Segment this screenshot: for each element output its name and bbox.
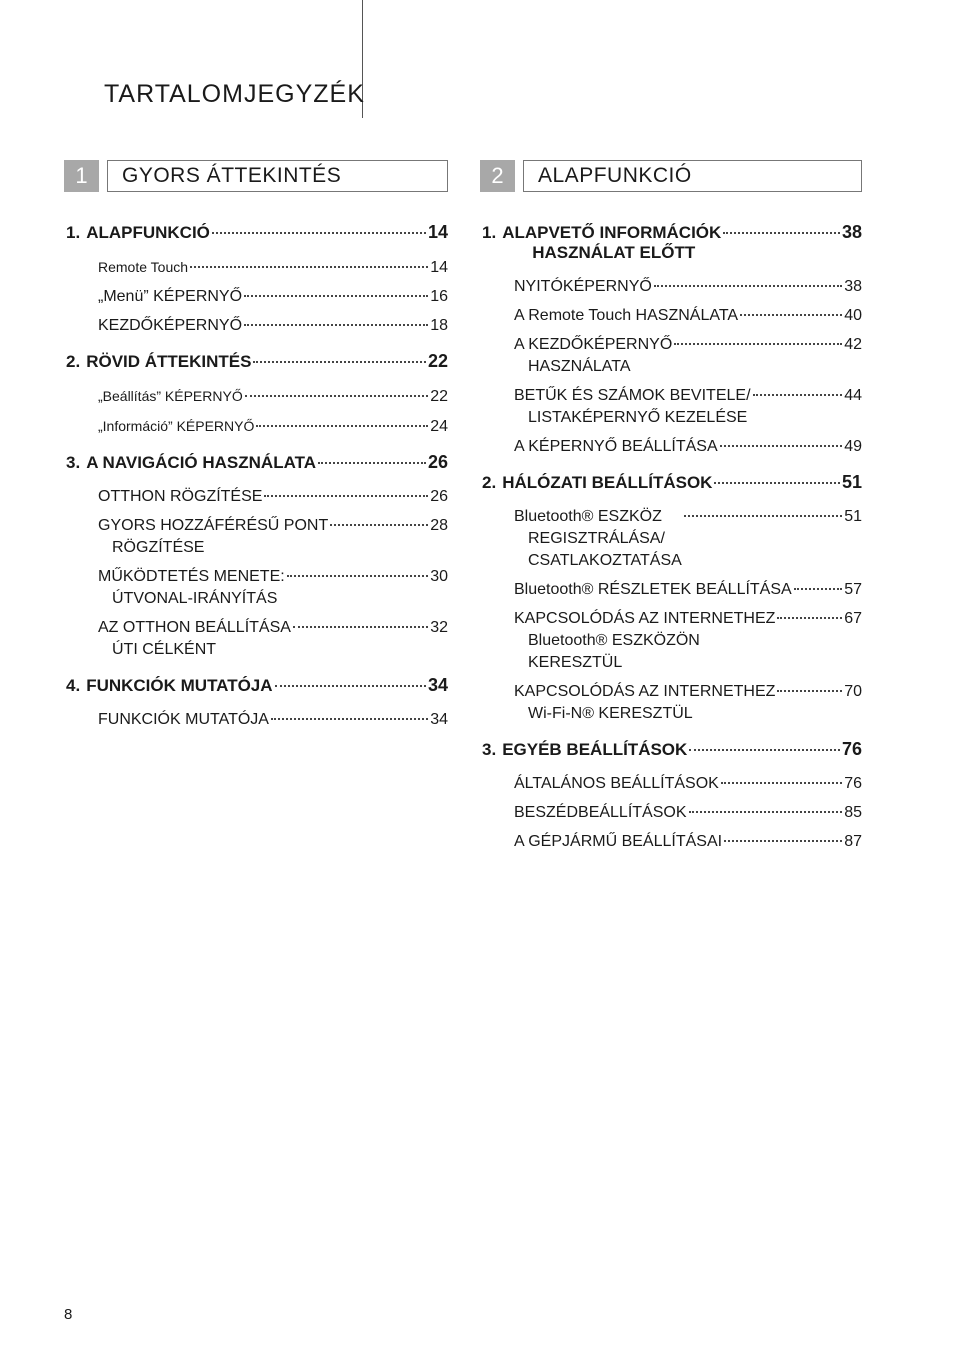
topic-entry[interactable] <box>480 334 862 378</box>
topic-title: ÁLTALÁNOS BEÁLLÍTÁSOK <box>514 775 719 792</box>
topic-list <box>480 276 862 458</box>
topic-list <box>480 773 862 853</box>
dot-leader <box>287 575 429 577</box>
section-column-1 <box>64 160 448 745</box>
topic-page: 67 <box>844 610 862 627</box>
topic-page: 34 <box>430 711 448 728</box>
chapter-page: 14 <box>427 222 448 242</box>
topic-entry[interactable] <box>64 385 448 408</box>
chapter-entry[interactable] <box>64 222 448 243</box>
dot-leader <box>794 588 843 590</box>
topic-page: 49 <box>844 438 862 455</box>
topic-title: FUNKCIÓK MUTATÓJA <box>98 711 269 728</box>
topic-title: „Információ” KÉPERNYŐ <box>98 418 255 434</box>
topic-entry[interactable] <box>64 709 448 731</box>
topic-entry[interactable] <box>64 566 448 610</box>
topic-entry[interactable] <box>480 681 862 725</box>
topic-entry[interactable] <box>64 315 448 337</box>
chapter-entry[interactable] <box>64 675 448 696</box>
topic-entry[interactable] <box>480 385 862 429</box>
topic-title: „Beállítás” KÉPERNYŐ <box>98 388 243 404</box>
section-number: 2 <box>480 160 515 192</box>
dot-leader <box>256 425 428 427</box>
section-number: 1 <box>64 160 99 192</box>
topic-title: BESZÉDBEÁLLÍTÁSOK <box>514 804 687 821</box>
topic-title: A Remote Touch HASZNÁLATA <box>514 307 739 324</box>
chapter-entry[interactable] <box>64 351 448 372</box>
toc-chapter <box>64 675 448 731</box>
topic-entry[interactable] <box>480 276 862 298</box>
topic-page: 38 <box>844 278 862 295</box>
topic-page: 57 <box>844 581 862 598</box>
topic-title: NYITÓKÉPERNYŐ <box>514 278 652 295</box>
topic-page: 44 <box>844 387 862 404</box>
chapter-number: 2. <box>482 473 497 492</box>
topic-entry[interactable] <box>480 506 862 572</box>
topic-page: 40 <box>844 307 862 324</box>
dot-leader <box>724 840 842 842</box>
chapter-entry[interactable] <box>64 452 448 473</box>
section-header <box>64 160 448 192</box>
topic-page: 22 <box>430 388 448 405</box>
topic-page: 51 <box>844 508 862 525</box>
topic-title: Remote Touch <box>98 259 189 275</box>
topic-page: 14 <box>430 259 448 276</box>
topic-page: 24 <box>430 418 448 435</box>
topic-title: „Menü” KÉPERNYŐ <box>98 288 243 305</box>
chapter-title: A NAVIGÁCIÓ HASZNÁLATA <box>86 453 316 472</box>
toc-chapter <box>480 222 862 458</box>
dot-leader <box>330 524 428 526</box>
topic-list <box>64 256 448 337</box>
section-title: GYORS ÁTTEKINTÉS <box>107 160 448 192</box>
dot-leader <box>684 515 842 517</box>
topic-entry[interactable] <box>480 305 862 327</box>
topic-entry[interactable] <box>480 608 862 674</box>
topic-page: 76 <box>844 775 862 792</box>
dot-leader <box>293 626 428 628</box>
toc-chapter <box>64 452 448 661</box>
dot-leader <box>244 295 428 297</box>
toc-chapter <box>480 739 862 853</box>
topic-list <box>64 486 448 661</box>
topic-title: KEZDŐKÉPERNYŐ <box>98 317 243 334</box>
page-title: TARTALOMJEGYZÉK <box>104 80 365 108</box>
dot-leader <box>723 232 840 234</box>
topic-title: Bluetooth® ESZKÖZ REGISZTRÁLÁSA/ CSATLAKOZTATÁSA <box>514 508 682 569</box>
chapter-title: ALAPFUNKCIÓ <box>86 223 210 242</box>
topic-title: KAPCSOLÓDÁS AZ INTERNETHEZ Bluetooth® ESZKÖZÖN KERESZTÜL <box>514 610 776 671</box>
dot-leader <box>244 324 428 326</box>
dot-leader <box>720 445 843 447</box>
topic-entry[interactable] <box>64 256 448 279</box>
section-title: ALAPFUNKCIÓ <box>523 160 862 192</box>
chapter-number: 1. <box>66 223 81 242</box>
toc-chapter <box>64 351 448 438</box>
topic-title: A GÉPJÁRMŰ BEÁLLÍTÁSAI <box>514 833 723 850</box>
topic-page: 85 <box>844 804 862 821</box>
topic-list <box>64 385 448 438</box>
dot-leader <box>689 811 843 813</box>
topic-entry[interactable] <box>480 773 862 795</box>
dot-leader <box>689 749 840 751</box>
dot-leader <box>721 782 842 784</box>
topic-page: 87 <box>844 833 862 850</box>
dot-leader <box>714 482 840 484</box>
chapter-number: 1. <box>482 223 497 242</box>
topic-entry[interactable] <box>64 486 448 508</box>
dot-leader <box>777 617 842 619</box>
chapter-title: FUNKCIÓK MUTATÓJA <box>86 676 273 695</box>
dot-leader <box>212 232 426 234</box>
chapter-entry[interactable] <box>480 472 862 493</box>
topic-list <box>480 506 862 725</box>
dot-leader <box>777 690 842 692</box>
chapter-number: 4. <box>66 676 81 695</box>
dot-leader <box>190 266 428 268</box>
section-column-2 <box>480 160 862 867</box>
topic-title: A KÉPERNYŐ BEÁLLÍTÁSA <box>514 438 718 455</box>
dot-leader <box>318 462 426 464</box>
topic-entry[interactable] <box>480 579 862 601</box>
topic-page: 16 <box>430 288 448 305</box>
chapter-number: 3. <box>66 453 81 472</box>
chapter-title: ALAPVETŐ INFORMÁCIÓK HASZNÁLAT ELŐTT <box>502 223 722 262</box>
chapter-page: 38 <box>841 222 862 242</box>
dot-leader <box>245 395 428 397</box>
chapter-page: 76 <box>841 739 862 759</box>
dot-leader <box>264 495 428 497</box>
chapter-page: 26 <box>427 452 448 472</box>
topic-list <box>64 709 448 731</box>
toc-chapter <box>480 472 862 725</box>
topic-page: 18 <box>430 317 448 334</box>
topic-entry[interactable] <box>64 286 448 308</box>
page-number: 8 <box>64 1306 73 1323</box>
dot-leader <box>271 718 428 720</box>
topic-title: AZ OTTHON BEÁLLÍTÁSA ÚTI CÉLKÉNT <box>98 619 291 658</box>
topic-page: 26 <box>430 488 448 505</box>
chapter-title: RÖVID ÁTTEKINTÉS <box>86 352 252 371</box>
chapter-page: 22 <box>427 351 448 371</box>
chapter-title: HÁLÓZATI BEÁLLÍTÁSOK <box>502 473 713 492</box>
topic-title: GYORS HOZZÁFÉRÉSŰ PONT RÖGZÍTÉSE <box>98 517 329 556</box>
dot-leader <box>740 314 842 316</box>
topic-entry[interactable] <box>64 415 448 438</box>
chapter-page: 34 <box>427 675 448 695</box>
chapter-page: 51 <box>841 472 862 492</box>
topic-entry[interactable] <box>64 617 448 661</box>
chapter-title: EGYÉB BEÁLLÍTÁSOK <box>502 740 688 759</box>
topic-page: 70 <box>844 683 862 700</box>
topic-entry[interactable] <box>480 436 862 458</box>
chapter-entry[interactable] <box>480 222 862 263</box>
chapter-number: 2. <box>66 352 81 371</box>
topic-title: OTTHON RÖGZÍTÉSE <box>98 488 263 505</box>
dot-leader <box>674 343 842 345</box>
topic-title: Bluetooth® RÉSZLETEK BEÁLLÍTÁSA <box>514 581 792 598</box>
chapter-entry[interactable] <box>480 739 862 760</box>
toc-chapter <box>64 222 448 337</box>
topic-title: A KEZDŐKÉPERNYŐ HASZNÁLATA <box>514 336 673 375</box>
topic-entry[interactable] <box>480 831 862 853</box>
dot-leader <box>753 394 843 396</box>
dot-leader <box>654 285 842 287</box>
topic-title: KAPCSOLÓDÁS AZ INTERNETHEZ Wi-Fi-N® KERESZTÜL <box>514 683 776 722</box>
topic-entry[interactable] <box>64 515 448 559</box>
topic-page: 28 <box>430 517 448 534</box>
topic-entry[interactable] <box>480 802 862 824</box>
dot-leader <box>253 361 425 363</box>
topic-page: 42 <box>844 336 862 353</box>
chapter-number: 3. <box>482 740 497 759</box>
dot-leader <box>275 685 426 687</box>
section-header <box>480 160 862 192</box>
topic-page: 30 <box>430 568 448 585</box>
topic-title: MŰKÖDTETÉS MENETE: ÚTVONAL-IRÁNYÍTÁS <box>98 568 285 607</box>
topic-title: BETŰK ÉS SZÁMOK BEVITELE/ LISTAKÉPERNYŐ KEZELÉSE <box>514 387 751 426</box>
topic-page: 32 <box>430 619 448 636</box>
